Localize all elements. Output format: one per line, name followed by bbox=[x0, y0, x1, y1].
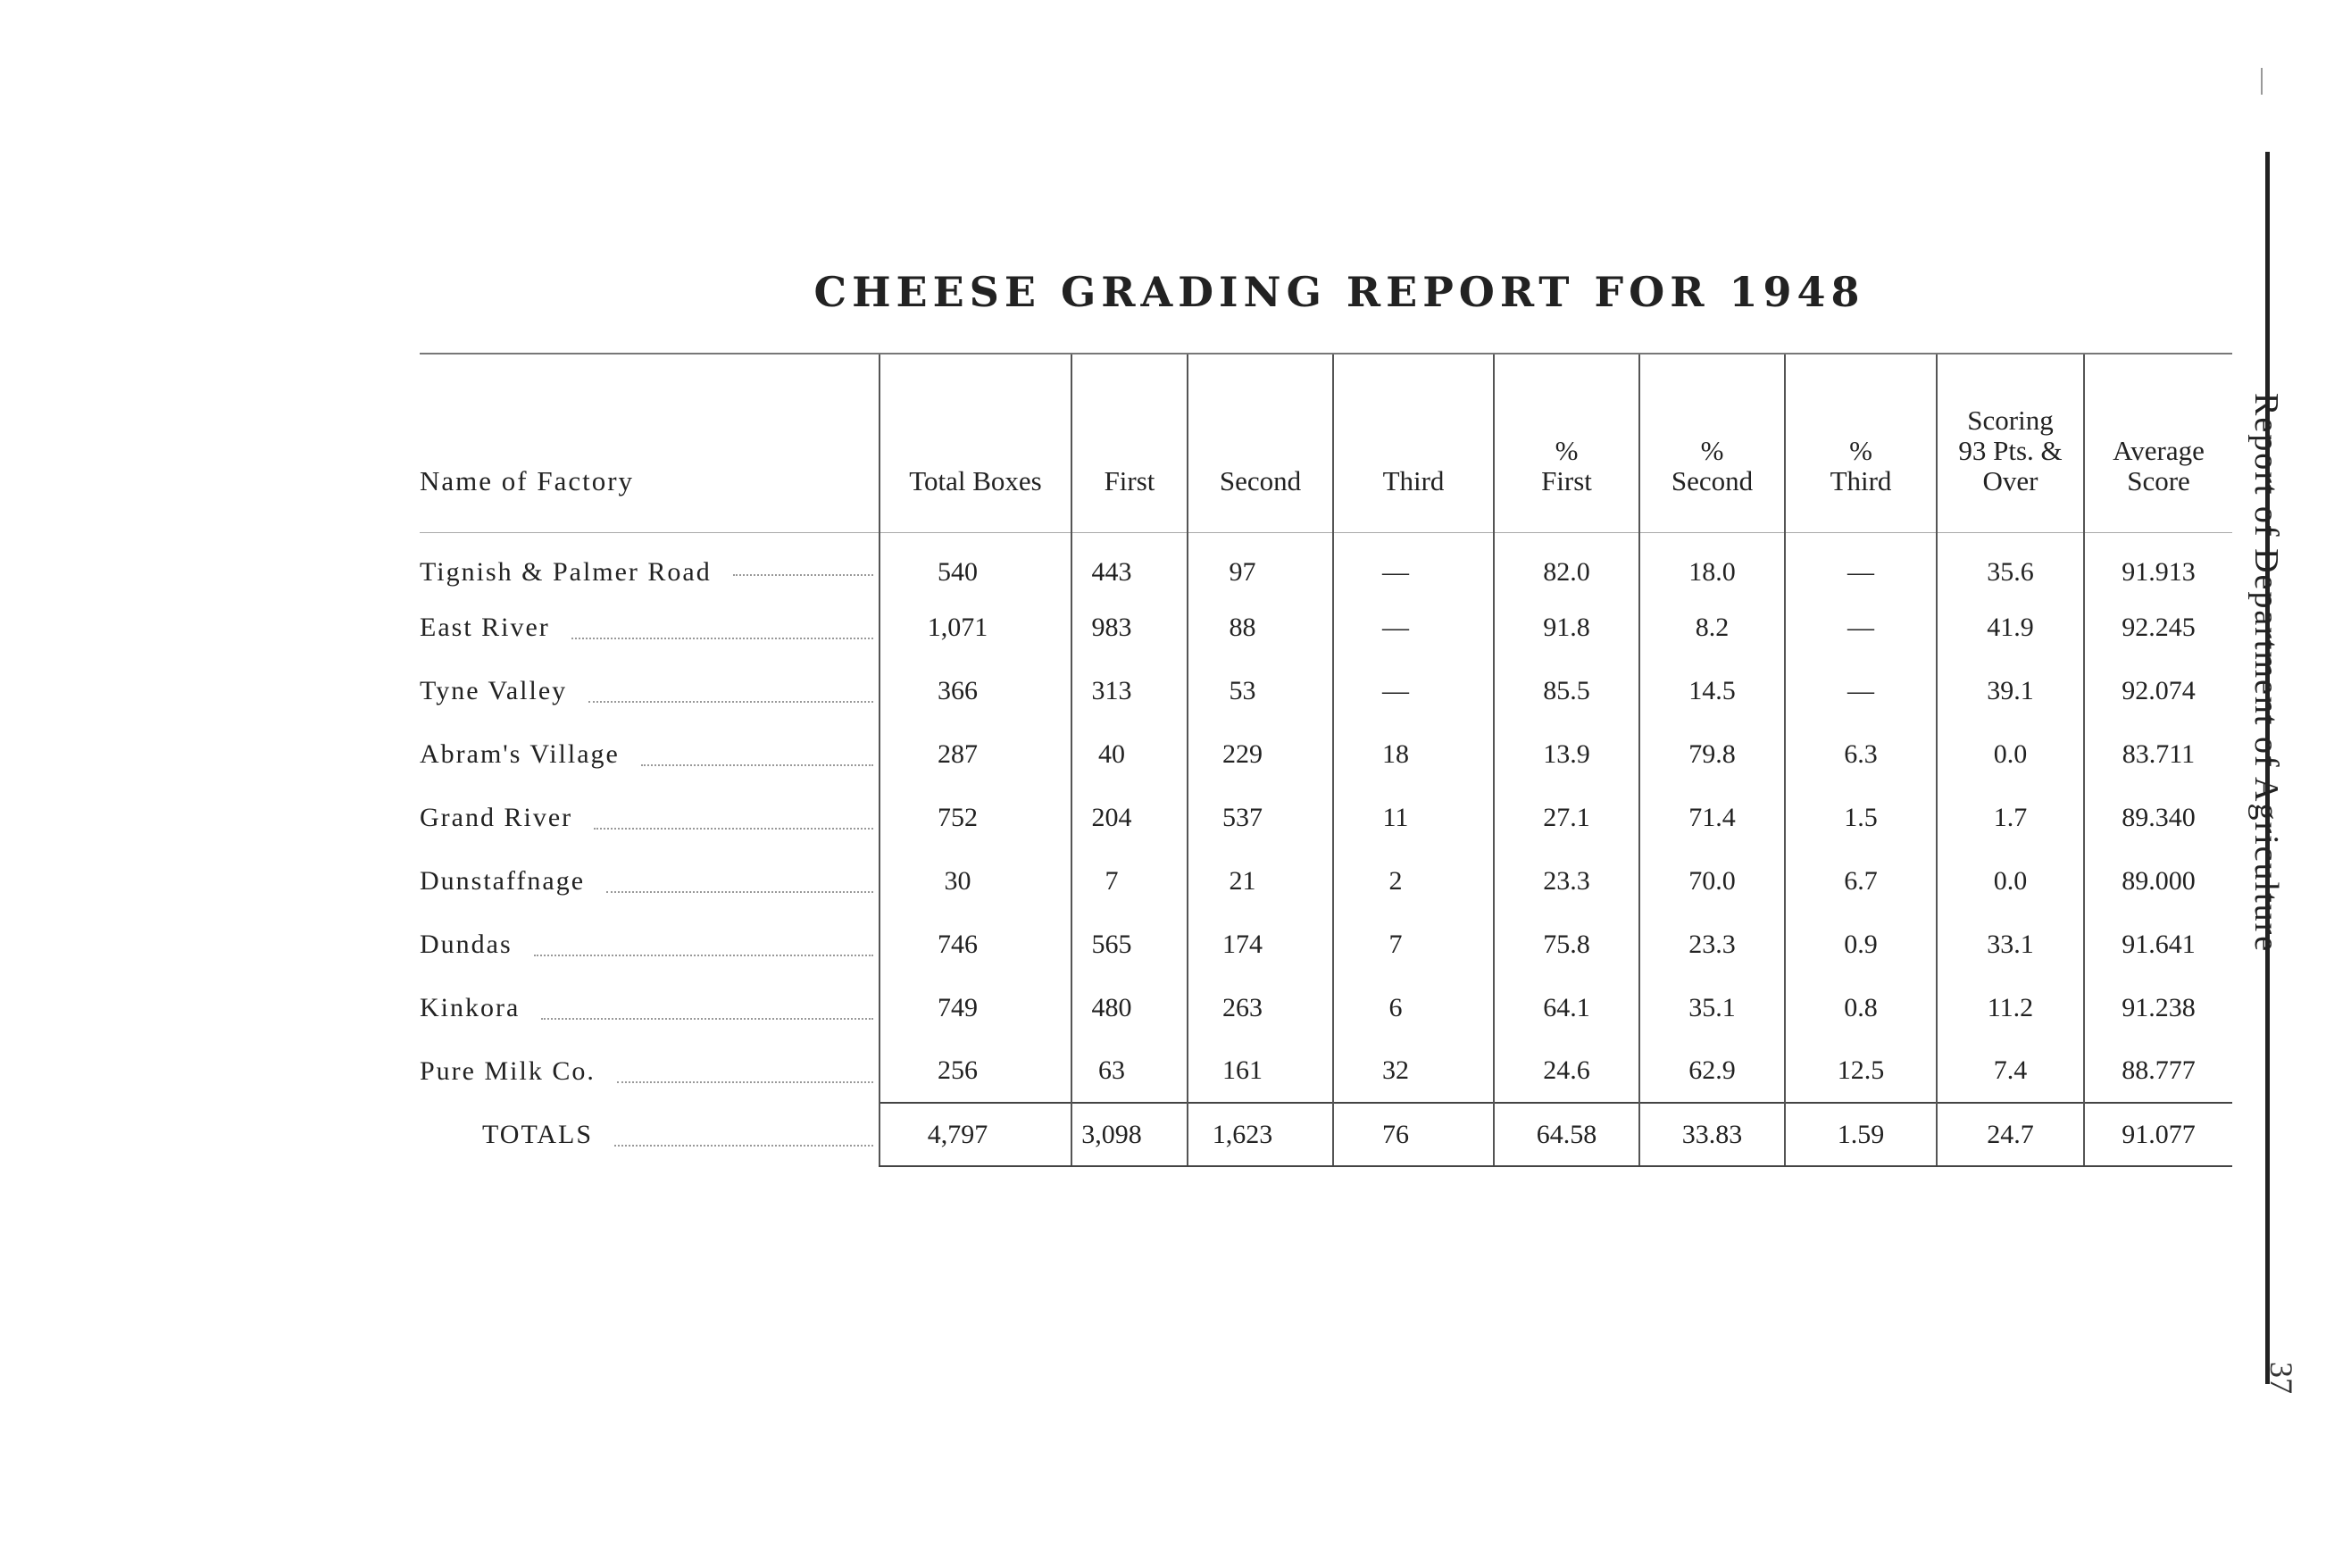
page-number: 37 bbox=[2263, 1362, 2299, 1394]
margin-mark bbox=[2261, 68, 2263, 95]
cell-pct-third: 1.59 bbox=[1785, 1103, 1937, 1166]
cell-second: 174 bbox=[1188, 913, 1333, 976]
cell-first: 7 bbox=[1071, 849, 1188, 913]
cell-pct-first: 91.8 bbox=[1494, 596, 1639, 659]
cell-scoring-93-over: 0.0 bbox=[1937, 722, 2084, 786]
factory-name-text: Grand River bbox=[420, 802, 573, 832]
running-head: Report of Department of Agriculture bbox=[2247, 393, 2285, 954]
cell-pct-third: 1.5 bbox=[1785, 786, 1937, 849]
cell-pct-second: 18.0 bbox=[1639, 532, 1785, 596]
cell-pct-third: 0.8 bbox=[1785, 976, 1937, 1039]
cell-average-score: 92.245 bbox=[2084, 596, 2232, 659]
cell-average-score: 88.777 bbox=[2084, 1039, 2232, 1103]
factory-name-text: Abram's Village bbox=[420, 738, 620, 769]
totals-label bbox=[420, 1103, 880, 1166]
cell-third: 6 bbox=[1333, 976, 1494, 1039]
cell-third: 18 bbox=[1333, 722, 1494, 786]
factory-name bbox=[420, 913, 880, 976]
table-row bbox=[420, 786, 2232, 849]
cell-pct-first: 27.1 bbox=[1494, 786, 1639, 849]
cell-second: 97 bbox=[1188, 532, 1333, 596]
cell-scoring-93-over: 41.9 bbox=[1937, 596, 2084, 659]
factory-name bbox=[420, 976, 880, 1039]
cell-total-boxes: 287 bbox=[880, 722, 1071, 786]
factory-name bbox=[420, 596, 880, 659]
header-pct-first bbox=[1494, 354, 1639, 532]
dot-leader bbox=[641, 764, 873, 766]
factory-name bbox=[420, 722, 880, 786]
factory-name-text: Pure Milk Co. bbox=[420, 1055, 596, 1086]
table-row bbox=[420, 596, 2232, 659]
dot-leader bbox=[617, 1081, 873, 1083]
table-body bbox=[420, 532, 2232, 1166]
cell-scoring-93-over: 39.1 bbox=[1937, 659, 2084, 722]
cell-second: 21 bbox=[1188, 849, 1333, 913]
cell-scoring-93-over: 24.7 bbox=[1937, 1103, 2084, 1166]
factory-name bbox=[420, 849, 880, 913]
table-row bbox=[420, 722, 2232, 786]
cell-average-score: 83.711 bbox=[2084, 722, 2232, 786]
cell-first: 565 bbox=[1071, 913, 1188, 976]
table-row bbox=[420, 532, 2232, 596]
header-scoring-line3: Over bbox=[1982, 464, 2038, 496]
dot-leader bbox=[733, 574, 873, 576]
cell-pct-first: 64.58 bbox=[1494, 1103, 1639, 1166]
cell-scoring-93-over: 33.1 bbox=[1937, 913, 2084, 976]
cell-pct-third: — bbox=[1785, 596, 1937, 659]
header-pct-second bbox=[1639, 354, 1785, 532]
cell-pct-second: 14.5 bbox=[1639, 659, 1785, 722]
factory-name-text: Kinkora bbox=[420, 992, 521, 1022]
header-scoring bbox=[1937, 354, 2084, 532]
cell-first: 40 bbox=[1071, 722, 1188, 786]
cell-total-boxes: 4,797 bbox=[880, 1103, 1071, 1166]
header-third: Third bbox=[1333, 354, 1494, 532]
cell-first: 480 bbox=[1071, 976, 1188, 1039]
cell-third: 2 bbox=[1333, 849, 1494, 913]
cell-scoring-93-over: 11.2 bbox=[1937, 976, 2084, 1039]
dot-leader bbox=[571, 638, 873, 639]
cell-total-boxes: 749 bbox=[880, 976, 1071, 1039]
cell-pct-first: 82.0 bbox=[1494, 532, 1639, 596]
cell-second: 537 bbox=[1188, 786, 1333, 849]
table-row bbox=[420, 1039, 2232, 1103]
header-average-score bbox=[2084, 354, 2232, 532]
dot-leader bbox=[588, 701, 873, 703]
cell-pct-third: — bbox=[1785, 659, 1937, 722]
header-pct-third-label: Third bbox=[1830, 464, 1892, 496]
cell-scoring-93-over: 7.4 bbox=[1937, 1039, 2084, 1103]
cell-average-score: 91.238 bbox=[2084, 976, 2232, 1039]
cell-pct-second: 70.0 bbox=[1639, 849, 1785, 913]
cell-second: 88 bbox=[1188, 596, 1333, 659]
cell-scoring-93-over: 35.6 bbox=[1937, 532, 2084, 596]
dot-leader bbox=[534, 955, 873, 956]
cell-average-score: 92.074 bbox=[2084, 659, 2232, 722]
cell-first: 443 bbox=[1071, 532, 1188, 596]
cell-total-boxes: 30 bbox=[880, 849, 1071, 913]
dot-leader bbox=[606, 891, 873, 893]
factory-name-text: TOTALS bbox=[482, 1119, 594, 1149]
cell-average-score: 89.340 bbox=[2084, 786, 2232, 849]
factory-name-text: Tyne Valley bbox=[420, 675, 568, 705]
cell-third: — bbox=[1333, 532, 1494, 596]
cell-pct-first: 23.3 bbox=[1494, 849, 1639, 913]
cell-first: 3,098 bbox=[1071, 1103, 1188, 1166]
factory-name-text: East River bbox=[420, 612, 550, 642]
percent-symbol: % bbox=[1849, 434, 1872, 466]
cell-pct-first: 64.1 bbox=[1494, 976, 1639, 1039]
cell-total-boxes: 540 bbox=[880, 532, 1071, 596]
percent-symbol: % bbox=[1700, 434, 1724, 466]
factory-name-text: Dunstaffnage bbox=[420, 865, 586, 896]
cell-total-boxes: 752 bbox=[880, 786, 1071, 849]
cell-pct-second: 23.3 bbox=[1639, 913, 1785, 976]
factory-name bbox=[420, 659, 880, 722]
cell-pct-third: 6.7 bbox=[1785, 849, 1937, 913]
dot-leader bbox=[594, 828, 873, 830]
totals-row bbox=[420, 1103, 2232, 1166]
cell-total-boxes: 366 bbox=[880, 659, 1071, 722]
cell-scoring-93-over: 0.0 bbox=[1937, 849, 2084, 913]
header-scoring-line2: 93 Pts. & bbox=[1958, 434, 2063, 466]
report-title: CHEESE GRADING REPORT FOR 1948 bbox=[813, 268, 1865, 316]
factory-name bbox=[420, 532, 880, 596]
cell-first: 63 bbox=[1071, 1039, 1188, 1103]
table-row bbox=[420, 849, 2232, 913]
cell-average-score: 89.000 bbox=[2084, 849, 2232, 913]
cell-pct-first: 85.5 bbox=[1494, 659, 1639, 722]
header-pct-third bbox=[1785, 354, 1937, 532]
cell-second: 161 bbox=[1188, 1039, 1333, 1103]
header-pct-first-label: First bbox=[1541, 464, 1592, 496]
cell-third: — bbox=[1333, 596, 1494, 659]
header-name-of-factory: Name of Factory bbox=[420, 354, 880, 532]
table-row bbox=[420, 976, 2232, 1039]
cell-scoring-93-over: 1.7 bbox=[1937, 786, 2084, 849]
grading-table-wrapper bbox=[420, 353, 2232, 1210]
cell-third: 32 bbox=[1333, 1039, 1494, 1103]
factory-name-text: Dundas bbox=[420, 929, 513, 959]
cell-pct-first: 75.8 bbox=[1494, 913, 1639, 976]
grading-table bbox=[420, 353, 2232, 1167]
header-row bbox=[420, 354, 2232, 532]
table-row bbox=[420, 913, 2232, 976]
header-first: First bbox=[1071, 354, 1188, 532]
table-row bbox=[420, 659, 2232, 722]
cell-first: 313 bbox=[1071, 659, 1188, 722]
cell-pct-third: — bbox=[1785, 532, 1937, 596]
cell-pct-second: 8.2 bbox=[1639, 596, 1785, 659]
dot-leader bbox=[541, 1018, 873, 1020]
cell-average-score: 91.077 bbox=[2084, 1103, 2232, 1166]
cell-total-boxes: 1,071 bbox=[880, 596, 1071, 659]
factory-name bbox=[420, 786, 880, 849]
header-second: Second bbox=[1188, 354, 1333, 532]
cell-first: 204 bbox=[1071, 786, 1188, 849]
header-average-line1: Average bbox=[2113, 434, 2205, 466]
cell-second: 53 bbox=[1188, 659, 1333, 722]
cell-average-score: 91.913 bbox=[2084, 532, 2232, 596]
cell-pct-second: 71.4 bbox=[1639, 786, 1785, 849]
percent-symbol: % bbox=[1555, 434, 1579, 466]
header-scoring-line1: Scoring bbox=[1967, 404, 2054, 436]
cell-second: 263 bbox=[1188, 976, 1333, 1039]
cell-total-boxes: 746 bbox=[880, 913, 1071, 976]
cell-pct-third: 6.3 bbox=[1785, 722, 1937, 786]
cell-pct-second: 62.9 bbox=[1639, 1039, 1785, 1103]
cell-second: 229 bbox=[1188, 722, 1333, 786]
cell-third: — bbox=[1333, 659, 1494, 722]
header-pct-second-label: Second bbox=[1671, 464, 1754, 496]
cell-first: 983 bbox=[1071, 596, 1188, 659]
cell-third: 11 bbox=[1333, 786, 1494, 849]
cell-pct-first: 24.6 bbox=[1494, 1039, 1639, 1103]
factory-name bbox=[420, 1039, 880, 1103]
cell-pct-second: 35.1 bbox=[1639, 976, 1785, 1039]
cell-third: 76 bbox=[1333, 1103, 1494, 1166]
dot-leader bbox=[614, 1145, 873, 1147]
cell-pct-second: 79.8 bbox=[1639, 722, 1785, 786]
cell-pct-second: 33.83 bbox=[1639, 1103, 1785, 1166]
cell-pct-third: 0.9 bbox=[1785, 913, 1937, 976]
cell-second: 1,623 bbox=[1188, 1103, 1333, 1166]
factory-name-text: Tignish & Palmer Road bbox=[420, 556, 712, 587]
cell-pct-first: 13.9 bbox=[1494, 722, 1639, 786]
cell-pct-third: 12.5 bbox=[1785, 1039, 1937, 1103]
cell-total-boxes: 256 bbox=[880, 1039, 1071, 1103]
header-total-boxes: Total Boxes bbox=[880, 354, 1071, 532]
cell-average-score: 91.641 bbox=[2084, 913, 2232, 976]
cell-third: 7 bbox=[1333, 913, 1494, 976]
header-average-line2: Score bbox=[2127, 464, 2190, 496]
